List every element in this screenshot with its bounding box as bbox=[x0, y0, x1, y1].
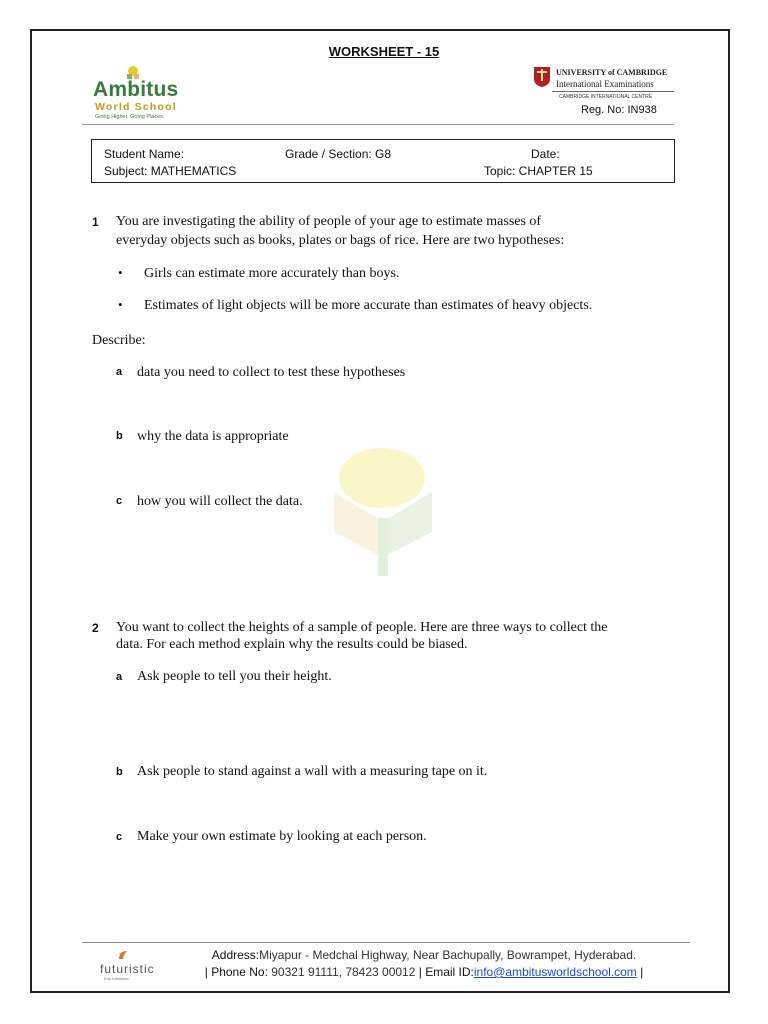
cambridge-shield-icon bbox=[534, 67, 550, 87]
student-info-box bbox=[91, 139, 675, 183]
part-label: c bbox=[116, 495, 123, 507]
question-text: You are investigating the ability of people of your age to estimate masses of bbox=[116, 214, 542, 229]
grade-section-label: Grade / Section: G8 bbox=[285, 147, 392, 161]
part-text: data you need to collect to test these hypotheses bbox=[137, 365, 406, 380]
question-text: You want to collect the heights of a sample of people. Here are three ways to collect the bbox=[116, 620, 608, 635]
part-text: how you will collect the data. bbox=[137, 494, 303, 509]
cambridge-subtitle: International Examinations bbox=[556, 79, 654, 89]
part-label: b bbox=[116, 430, 123, 442]
date-label: Date: bbox=[531, 147, 560, 161]
separator: | bbox=[204, 965, 212, 979]
cambridge-title: UNIVERSITY of CAMBRIDGE bbox=[556, 68, 668, 77]
describe-label: Describe: bbox=[92, 333, 146, 348]
watermark-logo-icon bbox=[328, 448, 436, 576]
registration-number: Reg. No: IN938 bbox=[581, 104, 657, 116]
question-number: 2 bbox=[92, 621, 99, 635]
question-text: data. For each method explain why the results could be biased. bbox=[116, 637, 468, 652]
worksheet-title: WORKSHEET - 15 bbox=[328, 44, 440, 59]
footer-logo-text: futuristic bbox=[100, 962, 155, 976]
address-text: Miyapur - Medchal Highway, Near Bachupally, Bowrampet, Hyderabad. bbox=[259, 948, 637, 962]
subject-label: Subject: MATHEMATICS bbox=[104, 164, 237, 178]
part-label: a bbox=[116, 671, 123, 683]
part-text: Make your own estimate by looking at each person. bbox=[137, 829, 427, 844]
school-subname: World School bbox=[95, 101, 177, 113]
bullet-dot: • bbox=[118, 297, 123, 312]
school-name: Ambitus bbox=[93, 78, 179, 101]
phone-text: 90321 91111, 78423 00012 bbox=[267, 965, 419, 979]
cambridge-centre: CAMBRIDGE INTERNATIONAL CENTRE bbox=[559, 94, 653, 100]
bullet-dot: • bbox=[118, 265, 123, 280]
part-text: Ask people to tell you their height. bbox=[137, 669, 332, 684]
topic-label: Topic: CHAPTER 15 bbox=[484, 164, 593, 178]
part-label: b bbox=[116, 766, 123, 778]
part-label: a bbox=[116, 366, 123, 378]
header-divider bbox=[82, 124, 674, 125]
email-label: Email ID: bbox=[425, 965, 474, 979]
phone-label: Phone No: bbox=[211, 965, 268, 979]
part-text: Ask people to stand against a wall with a measuring tape on it. bbox=[137, 764, 488, 779]
separator: | bbox=[418, 965, 426, 979]
cambridge-divider bbox=[552, 91, 674, 92]
part-label: c bbox=[116, 831, 123, 843]
hypothesis-item: Estimates of light objects will be more accurate than estimates of heavy objects. bbox=[144, 298, 593, 313]
footer-divider bbox=[82, 942, 690, 943]
address-label: Address: bbox=[211, 948, 260, 962]
part-text: why the data is appropriate bbox=[137, 429, 289, 444]
email-link[interactable]: info@ambitusworldschool.com bbox=[473, 965, 637, 979]
footer-contact bbox=[0, 965, 768, 979]
student-name-label: Student Name: bbox=[104, 147, 185, 161]
hypothesis-item: Girls can estimate more accurately than boys. bbox=[144, 266, 400, 281]
question-text: everyday objects such as books, plates or bags of rice. Here are two hypotheses: bbox=[116, 233, 565, 248]
footer-address bbox=[0, 948, 768, 962]
question-number: 1 bbox=[92, 215, 99, 229]
separator: | bbox=[636, 965, 644, 979]
school-tagline: Going Higher. Going Places. bbox=[95, 114, 165, 120]
footer-logo-subtext: Edu Initiatives bbox=[104, 976, 129, 981]
